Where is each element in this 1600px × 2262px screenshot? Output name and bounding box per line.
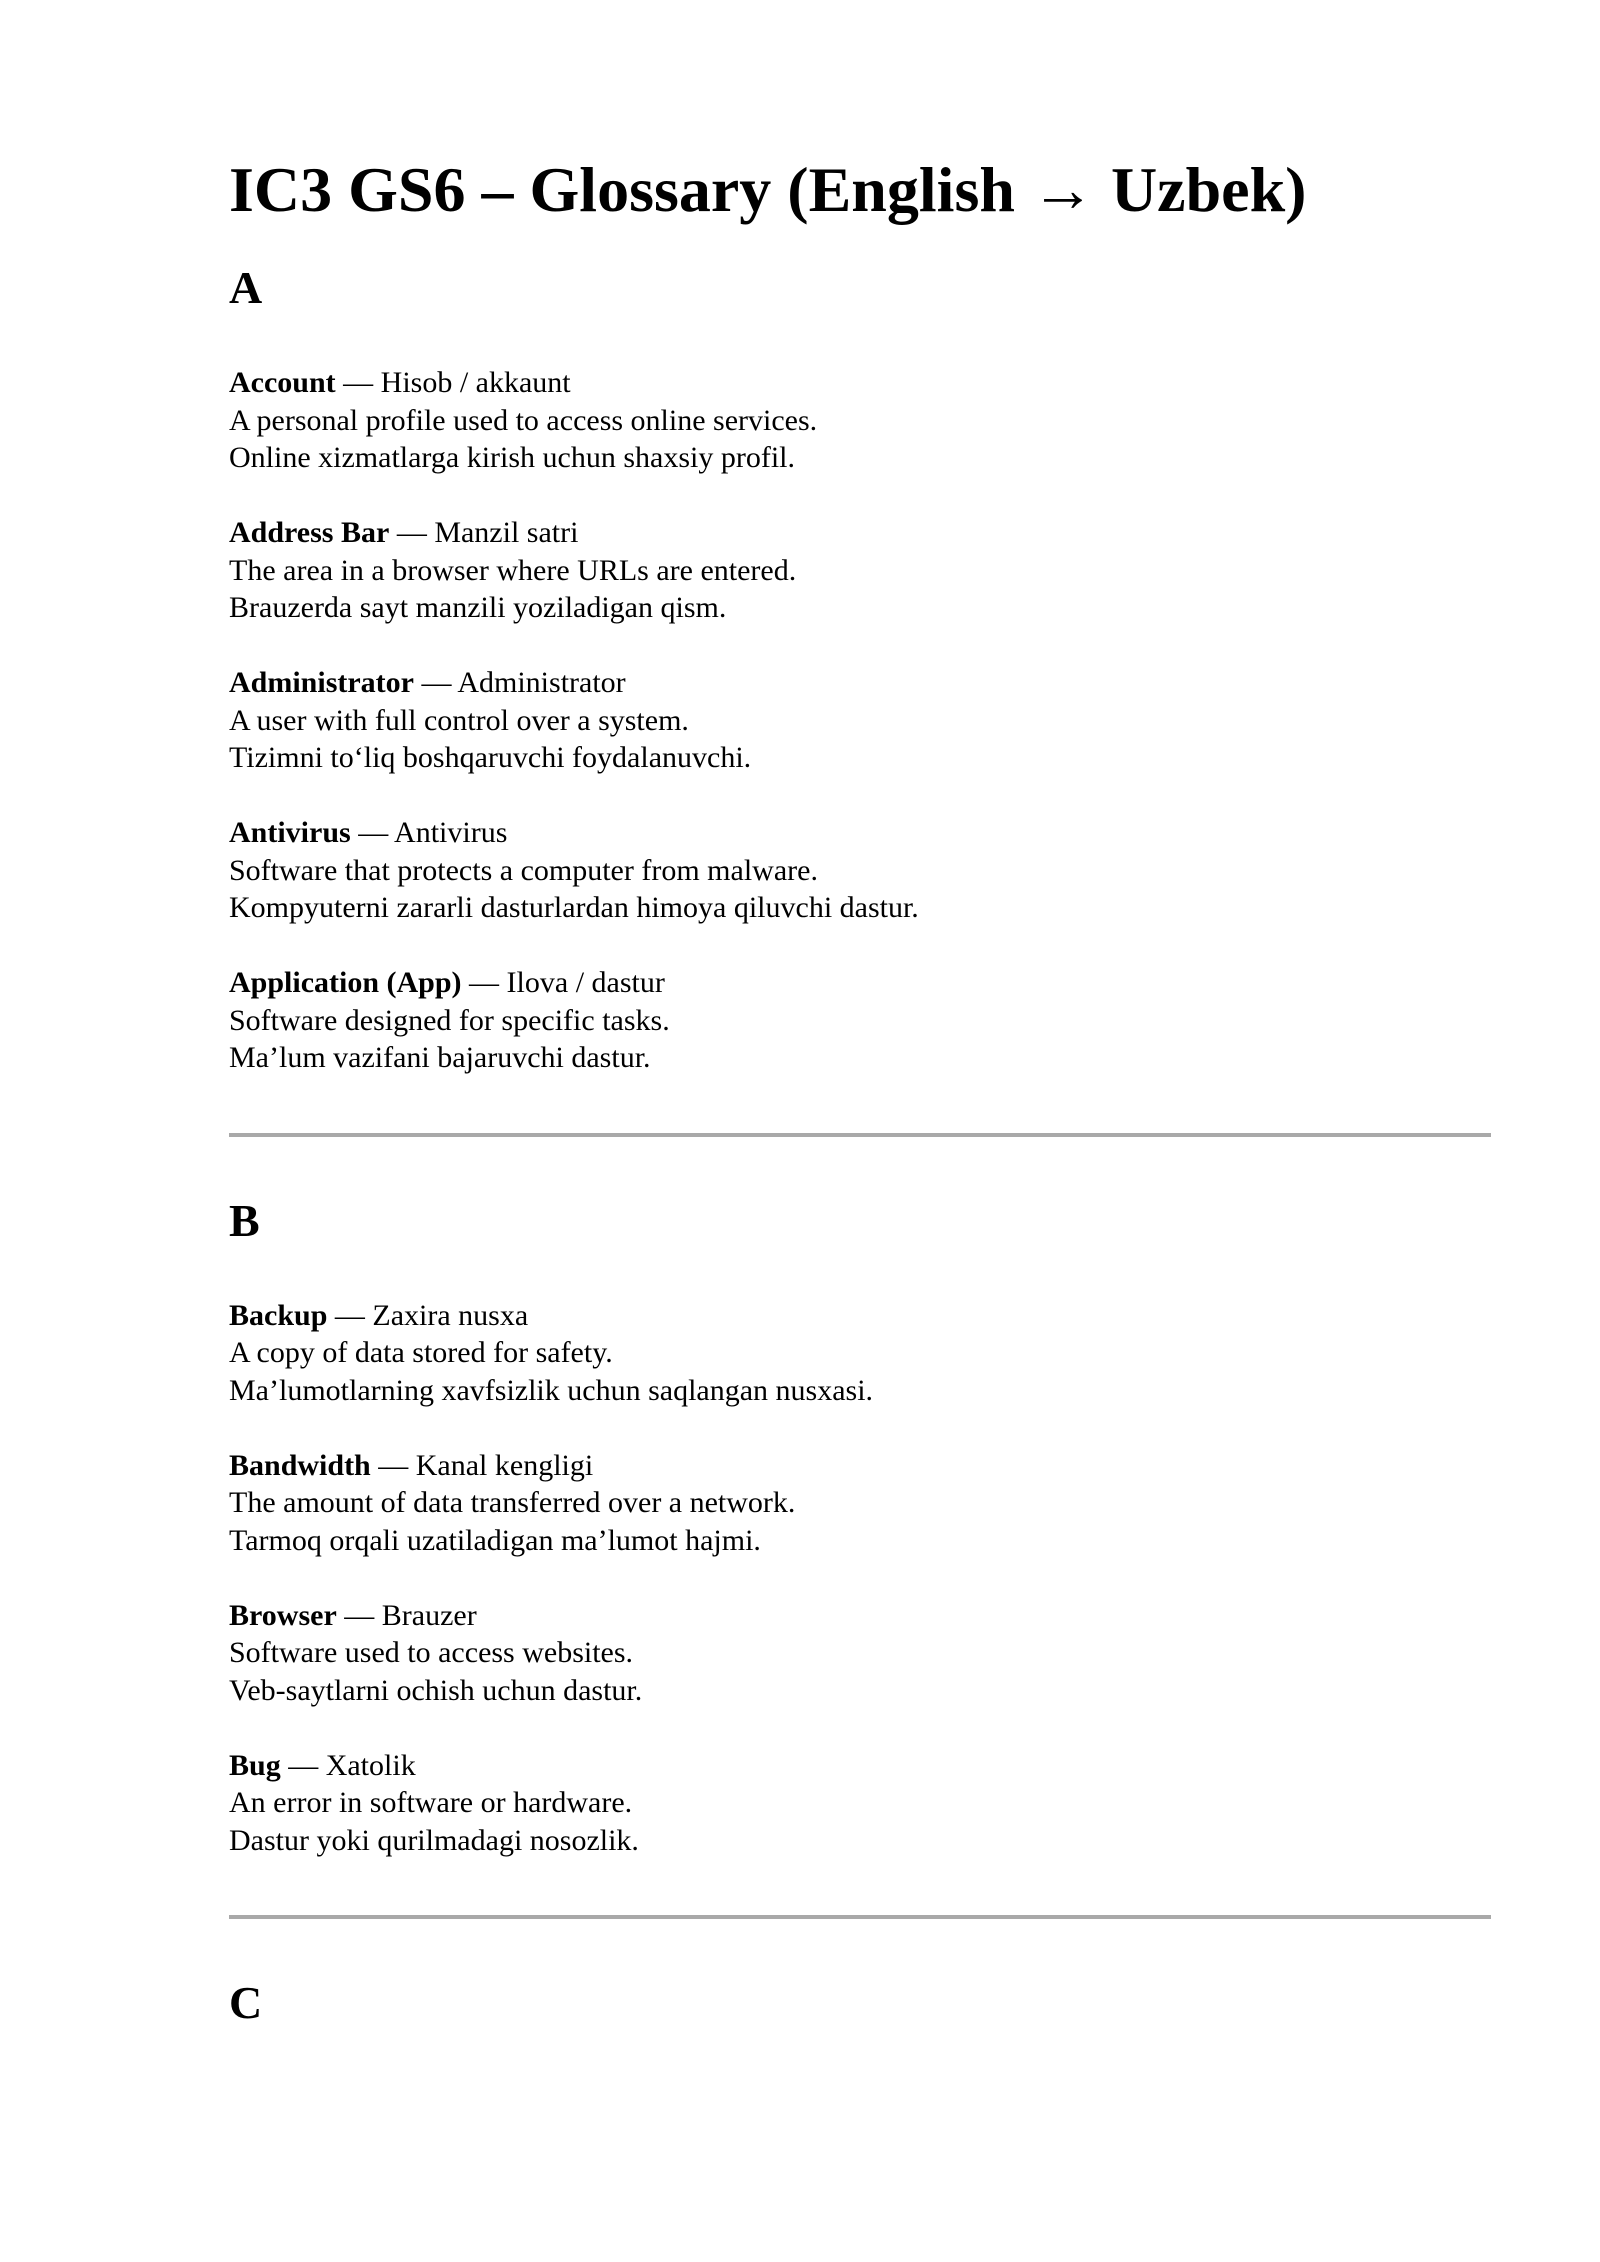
entry-translation: Hisob / akkaunt [380, 366, 571, 399]
glossary-entry-bug [229, 1747, 1491, 1860]
entry-term: Application (App) [229, 966, 462, 999]
section-heading-b: B [229, 1194, 260, 1246]
entry-translation: Administrator [457, 666, 626, 699]
entry-headline [229, 964, 1491, 1002]
em-dash: — [378, 1448, 409, 1482]
em-dash: — [358, 816, 389, 849]
entry-term: Bug [229, 1748, 281, 1782]
entry-definition-en: An error in software or hardware. [229, 1786, 633, 1819]
section-divider [229, 1133, 1491, 1137]
entry-headline [229, 814, 1491, 852]
entry-definition-uz: Ma’lum vazifani bajaruvchi dastur. [229, 1041, 651, 1074]
entry-headline [229, 1747, 1491, 1785]
entry-definition-en: A user with full control over a system. [229, 703, 689, 737]
entry-definition-uz: Kompyuterni zararli dasturlardan himoya qiluvchi dastur. [229, 891, 919, 924]
glossary-entry-application [229, 964, 1491, 1077]
section-a [229, 260, 1491, 1077]
entry-translation: Zaxira nusxa [372, 1298, 529, 1332]
glossary-entry-antivirus [229, 814, 1491, 927]
entry-term: Administrator [229, 666, 414, 699]
entry-definition-uz: Dastur yoki qurilmadagi nosozlik. [229, 1823, 639, 1857]
entry-definition-uz: Tarmoq orqali uzatiladigan ma’lumot hajmi. [229, 1523, 761, 1557]
entry-definition-en: Software designed for specific tasks. [229, 1003, 670, 1037]
entry-definition-uz: Online xizmatlarga kirish uchun shaxsiy profil. [229, 441, 796, 474]
glossary-entry-administrator [229, 664, 1491, 777]
entry-definition-en: A personal profile used to access online services. [229, 403, 818, 437]
entry-translation: Kanal kengligi [415, 1448, 594, 1482]
entry-translation: Xatolik [325, 1748, 416, 1782]
section-c [229, 1975, 1491, 2031]
entry-term: Account [229, 366, 336, 399]
entry-headline [229, 364, 1491, 402]
section-divider [229, 1915, 1491, 1919]
section-b [229, 1193, 1491, 1860]
glossary-entry-browser [229, 1597, 1491, 1710]
entry-translation: Antivirus [394, 816, 508, 849]
glossary-entry-address-bar [229, 514, 1491, 627]
entry-headline [229, 514, 1491, 552]
entry-definition-en: Software that protects a computer from malware. [229, 853, 818, 887]
entry-definition-uz: Tizimni to‘liq boshqaruvchi foydalanuvchi. [229, 741, 752, 774]
entry-term: Address Bar [229, 516, 390, 549]
em-dash: — [288, 1748, 319, 1782]
entry-headline [229, 1447, 1491, 1485]
section-heading-c: C [229, 1977, 263, 2028]
glossary-entry-bandwidth [229, 1447, 1491, 1560]
glossary-entry-account [229, 364, 1491, 477]
entry-headline [229, 664, 1491, 702]
entry-translation: Manzil satri [434, 516, 579, 549]
entry-headline [229, 1297, 1491, 1335]
em-dash: — [469, 966, 500, 999]
entry-term: Antivirus [229, 816, 351, 849]
em-dash: — [334, 1298, 365, 1332]
page-title: IC3 GS6 – Glossary (English → Uzbek) [229, 154, 1307, 225]
em-dash: — [396, 516, 427, 549]
entry-definition-uz: Ma’lumotlarning xavfsizlik uchun saqlangan nusxasi. [229, 1373, 874, 1407]
entry-translation: Brauzer [381, 1598, 477, 1632]
entry-translation: Ilova / dastur [506, 966, 665, 999]
entry-definition-en: The area in a browser where URLs are entered. [229, 553, 797, 587]
em-dash: — [421, 666, 452, 699]
entry-headline [229, 1597, 1491, 1635]
entry-definition-uz: Brauzerda sayt manzili yoziladigan qism. [229, 591, 727, 624]
section-heading-a: A [229, 262, 263, 313]
entry-definition-en: The amount of data transferred over a network. [229, 1486, 796, 1519]
entry-term: Browser [229, 1598, 337, 1632]
glossary-page [229, 150, 1491, 2079]
entry-definition-en: Software used to access websites. [229, 1636, 634, 1669]
entry-term: Bandwidth [229, 1448, 371, 1482]
entry-term: Backup [229, 1298, 328, 1332]
glossary-entry-backup [229, 1297, 1491, 1410]
entry-definition-uz: Veb-saytlarni ochish uchun dastur. [229, 1673, 643, 1707]
entry-definition-en: A copy of data stored for safety. [229, 1336, 613, 1369]
em-dash: — [344, 1598, 375, 1632]
em-dash: — [343, 366, 374, 399]
